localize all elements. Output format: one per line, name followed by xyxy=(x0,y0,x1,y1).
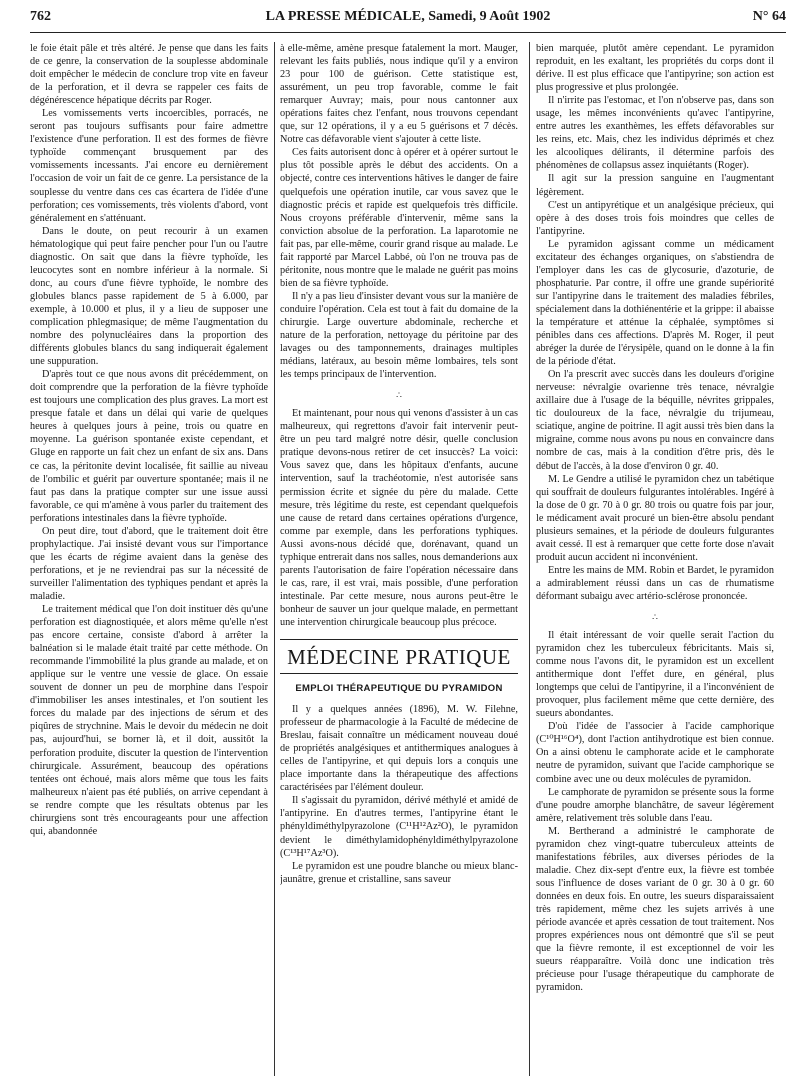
column-3 xyxy=(536,42,774,1076)
paragraph: Il était intéressant de voir quelle serait l'action du pyramidon chez les tuberculeux fébricitants. Mais si, comme nous l'avons dit, le pyramidon est un excellent antithermique dont l'effet dure, en général, plus longtemps que celui de l'antipyrine, il a l'inconvénient de provoquer, plus facilement même que cette dernière, des sueurs abondantes. xyxy=(536,630,774,720)
section-separator: ∴ xyxy=(652,612,658,623)
column-divider xyxy=(274,42,275,1076)
section-heading: MÉDECINE PRATIQUE xyxy=(280,639,518,674)
page-header xyxy=(30,7,786,29)
paragraph: Et maintenant, pour nous qui venons d'assister à un cas malheureux, qui regrettons d'avoir fait intervenir peut-être un peu tard malgré notre désir, quelle conclusion pratique devons-nous retirer de cet insuccès? La voici: Vous savez que, dans les hôpitaux d'enfants, aucune intervention, sauf la trachéotomie, n'est autorisée sans permission écrite et signée du père du malade. Cette mesure, très légitime du reste, est cependant quelquefois une cause de retard dans certaines opérations d'urgence, comme par exemple, dans les perforations typhiques. Aussi avons-nous décidé que, dorénavant, quand un typhique entrerait dans nos salles, nous demanderions aux parents l'autorisation de faire l'opération nécessaire dans le cas, rare, il est vrai, mais possible, d'une perforation intestinale. Par cette mesure, nous aurons peut-être le bonheur de sauver un jour quelque malade, en permettant une intervention chirurgicale beaucoup plus précoce. xyxy=(280,408,518,628)
section-separator: ∴ xyxy=(396,390,402,401)
paragraph: à elle-même, amène presque fatalement la mort. Mauger, relevant les faits publiés, nous indique qu'il y a environ 23 pour 100 de guérison. Cette statistique est, assurément, un peu trop favorable, comme le fait remarquer Auvray; mais, pour nous cantonner aux opérations faites chez l'enfant, nous trouvons cependant que, sur 12 opérations, il y a eu 5 guérisons et 7 décès. Notre cas défavorable vient s'ajouter à cette liste. xyxy=(280,43,518,146)
paragraph: Il agit sur la pression sanguine en l'augmentant légèrement. xyxy=(536,173,774,198)
paragraph: Il s'agissait du pyramidon, dérivé méthylé et amidé de l'antipyrine. En d'autres termes, l'antipyrine étant le phényldiméthylpyrazolone (C¹¹H¹²Az²O), le pyramidon devient le diméthylamidophényldiméthylpyrazolone (C¹³H¹⁷Az³O). xyxy=(280,795,518,859)
page-number: 762 xyxy=(30,9,51,24)
paragraph: Il y a quelques années (1896), M. W. Filehne, professeur de pharmacologie à la Faculté de médecine de Breslau, faisait connaître un médicament nouveau doué de propriétés analgésiques et antithermiques analogues à celles de l'antipyrine, et qui depuis lors a conquis une place importante dans la thérapeutique des affections caractérisées par l'élément douleur. xyxy=(280,704,518,794)
journal-title: LA PRESSE MÉDICALE, Samedi, 9 Août 1902 xyxy=(265,9,551,24)
paragraph: D'après tout ce que nous avons dit précédemment, on doit comprendre que la perforation de la fièvre typhoïde est toujours une complication des plus graves. La mort est presque fatale et dans un délai qui varie de quelques heures à quelques jours à peine, trois ou quatre en moyenne. La guérison spontanée existe cependant, et Gluge en rapporte un fait chez un enfant de six ans. Dans ce cas, la péritonite devint localisée, fit saillie au niveau de l'ombilic et guérit par ouverture spontanée; mais il ne faut pas dans la pratique compter sur une issue aussi favorable, ce qui m'amène à vous parler du traitement des perforations intestinales dans la fièvre typhoïde. xyxy=(30,369,268,524)
paragraph: Le pyramidon agissant comme un médicament excitateur des échanges organiques, on s'abstiendra de l'employer dans les cas de glycosurie, d'azoturie, de phosphaturie. Par contre, il offre une grande supériorité sur l'antipyrine dans le traitement des maladies fébriles, spécialement dans la dothiénentérie et la grippe: il abaisse la température et atténue la céphalée, symptômes si pénibles dans ces affections. D'après M. Roger, il peut abréger la durée de l'érysipèle, quand on le donne à la fin de la période d'état. xyxy=(536,238,774,368)
article-columns xyxy=(30,42,786,1082)
paragraph: M. Le Gendre a utilisé le pyramidon chez un tabétique qui souffrait de douleurs fulgurantes intolérables. Ingéré à la dose de 0 gr. 70 à 0 gr. 80 trois ou quatre fois par jour, le médicament avait procuré un bien-être absolu pendant plusieurs semaines, et la période de douleurs fulgurantes avait cessé. Il est à remarquer que cette forte dose n'avait produit aucun accident ni inconvénient. xyxy=(536,473,774,563)
paragraph: On peut dire, tout d'abord, que le traitement doit être prophylactique. J'ai insisté devant vous sur l'importance que les écarts de régime avaient dans la genèse des perforations, et je ne reviendrai pas sur la nécessité de surveiller l'alimentation des typhiques pendant et après la maladie. xyxy=(30,525,268,602)
header-rule xyxy=(30,32,786,33)
paragraph: D'où l'idée de l'associer à l'acide camphorique (C¹⁰H¹⁶O⁴), dont l'action antihydrotique est bien connue. On a ainsi obtenu le camphorate acide et le camphorate neutre de pyramidon, suivant que l'acide camphorique se combine avec une ou deux molécules de pyramidon. xyxy=(536,721,774,785)
paragraph: Les vomissements verts incoercibles, porracés, ne seront pas toujours suffisants pour faire admettre l'existence d'une perforation. Il est des formes de fièvre typhoïde commençant brusquement par des vomissements incessants. J'ai encore eu dernièrement l'occasion de voir un fait de ce genre. La persistance de la souplesse du ventre dans ces cas écartera de l'idée d'une perforation; ces vomissements, très violents d'abord, vont généralement en s'atténuant. xyxy=(30,108,268,224)
column-2 xyxy=(280,42,518,1076)
paragraph: M. Bertherand a administré le camphorate de pyramidon chez vingt-quatre tuberculeux atteints de manifestations fébriles, aux diverses périodes de la maladie. Chez dix-sept d'entre eux, la fièvre est tombée sous l'influence de doses variant de 0 gr. 30 à 0 gr. 60 données en deux fois. En outre, les sueurs disparaissaient très rapidement, même chez les sujets arrivés à une période avancée et après cessation de tout traitement. Nos propres expériences nous ont démontré que s'il se peut que la fièvre remonte, il est exceptionnel de voir les sueurs réapparaître. Voilà donc une indication très précieuse pour l'usage thérapeutique du camphorate de pyramidon. xyxy=(536,825,774,994)
paragraph: Le pyramidon est une poudre blanche ou mieux blanc-jaunâtre, grenue et cristalline, sans saveur xyxy=(280,860,518,885)
paragraph: Il n'y a pas lieu d'insister devant vous sur la manière de conduire l'opération. Cela est tout à fait du domaine de la chirurgie. Large ouverture abdominale, recherche et nature de la perforation, nettoyage du péritoine par des lavages ou des tamponnements, drainages multiples médians, latéraux, au besoin même lombaires, tels sont les temps principaux de l'intervention. xyxy=(280,290,518,381)
paragraph: Il n'irrite pas l'estomac, et l'on n'observe pas, dans son usage, les mêmes inconvénients qu'avec l'antipyrine, entre autres les exanthèmes, les effets défavorables sur les reins, etc. Mais, chez les individus déprimés et chez les alcooliques délirants, il détermine parfois des phénomènes de collapsus assez inquiétants (Roger). xyxy=(536,95,774,172)
paragraph: Ces faits autorisent donc à opérer et à opérer surtout le plus tôt possible après le début des accidents. On a objecté, contre ces interventions hâtives le danger de faire quelquefois une opération inutile, car vous savez que le diagnostic précis et rapide est quelquefois très difficile. Nous croyons préférable d'intervenir, même sans la conviction absolue de la perforation. La laparotomie ne fait pas, par elle-même, courir grand risque au malade. Le fait rapporté par Marcel Labbé, où l'on ne trouva pas de péritonite, nous montre que le malade ne guérit pas moins bien de sa fièvre typhoïde. xyxy=(280,147,518,289)
paragraph: bien marquée, plutôt amère cependant. Le pyramidon reproduit, en les exaltant, les propriétés du corps dont il dérive. Il est plus efficace que l'antipyrine; son action est plus progressive et plus prolongée. xyxy=(536,43,774,94)
paragraph: Dans le doute, on peut recourir à un examen hématologique qui peut faire pencher pour l'un ou l'autre diagnostic. On sait que dans la fièvre typhoïde, les leucocytes sont en nombre inférieur à la normale. Si donc, au cours d'une fièvre typhoïde, le nombre des globules blancs passe rapidement de 5 à 6.000, par exemple, à 10.000 et plus, il y a lieu de supposer une complication phlegmasique; de même l'augmentation du nombre des polynucléaires dans la proportion des différents globules blancs du sang indiquerait également une suppuration. xyxy=(30,225,268,368)
paragraph: Entre les mains de MM. Robin et Bardet, le pyramidon a admirablement réussi dans un cas de rhumatisme déformant subaigu avec artério-sclérose prononcée. xyxy=(536,564,774,602)
paragraph: On l'a prescrit avec succès dans les douleurs d'origine nerveuse: névralgie ovarienne très tenace, névralgie axillaire due à l'usage de la béquille, névrites grippales, tic douloureux de la face, névralgie du trijumeau, sciatique, angine de poitrine. Il agit aussi très bien dans la migraine, comme nous avons pu nous en convaincre dans nombre de cas, mais à la condition d'être pris, dès le début de l'accès, à la dose d'environ 0 gr. 40. xyxy=(536,369,774,472)
paragraph: Le traitement médical que l'on doit instituer dès qu'une perforation est diagnostiquée, et alors même qu'elle n'est pas encore certaine, consiste d'abord à arrêter la balnéation si le malade était traité par cette méthode. On recommande l'immobilité la plus grande au malade, et on applique sur le ventre une vessie de glace. On essaie souvent de donner un peu de morphine dans l'espoir d'immobiliser les anses intestinales, et l'on soutient les forces du malade par des injections de sérum et des piqûres de strychnine. Mais le devoir du médecin ne doit pas, aujourd'hui, se borner là, et il doit, aussitôt la perforation produite, discuter la question de l'intervention chirurgicale. Assurément, beaucoup des opérations tentées ont échoué, mais alors même que tous les faits malheureux n'aient pas été publiés, on arrive cependant à se rendre compte que les résultats obtenus par les chirurgiens sont très encourageants pour une affection qui, abandonnée xyxy=(30,604,268,837)
column-divider xyxy=(529,42,530,1076)
paragraph: Le camphorate de pyramidon se présente sous la forme d'une poudre amorphe blanchâtre, de saveur légèrement amère, relativement très soluble dans l'eau. xyxy=(536,786,774,824)
paragraph: le foie était pâle et très altéré. Je pense que dans les faits de ce genre, la conservation de la souplesse abdominale doit empêcher le médecin de conclure trop vite en faveur de la perforation, et il devra se rappeler ces faits de dégénérescence hépatique décrits par Roger. xyxy=(30,43,268,107)
article-title: EMPLOI THÉRAPEUTIQUE DU PYRAMIDON xyxy=(295,683,503,695)
paragraph: C'est un antipyrétique et un analgésique précieux, qui opère à des doses trois fois moindres que celles de l'antipyrine. xyxy=(536,199,774,237)
column-1 xyxy=(30,42,268,1076)
issue-number: N° 64 xyxy=(752,9,786,24)
